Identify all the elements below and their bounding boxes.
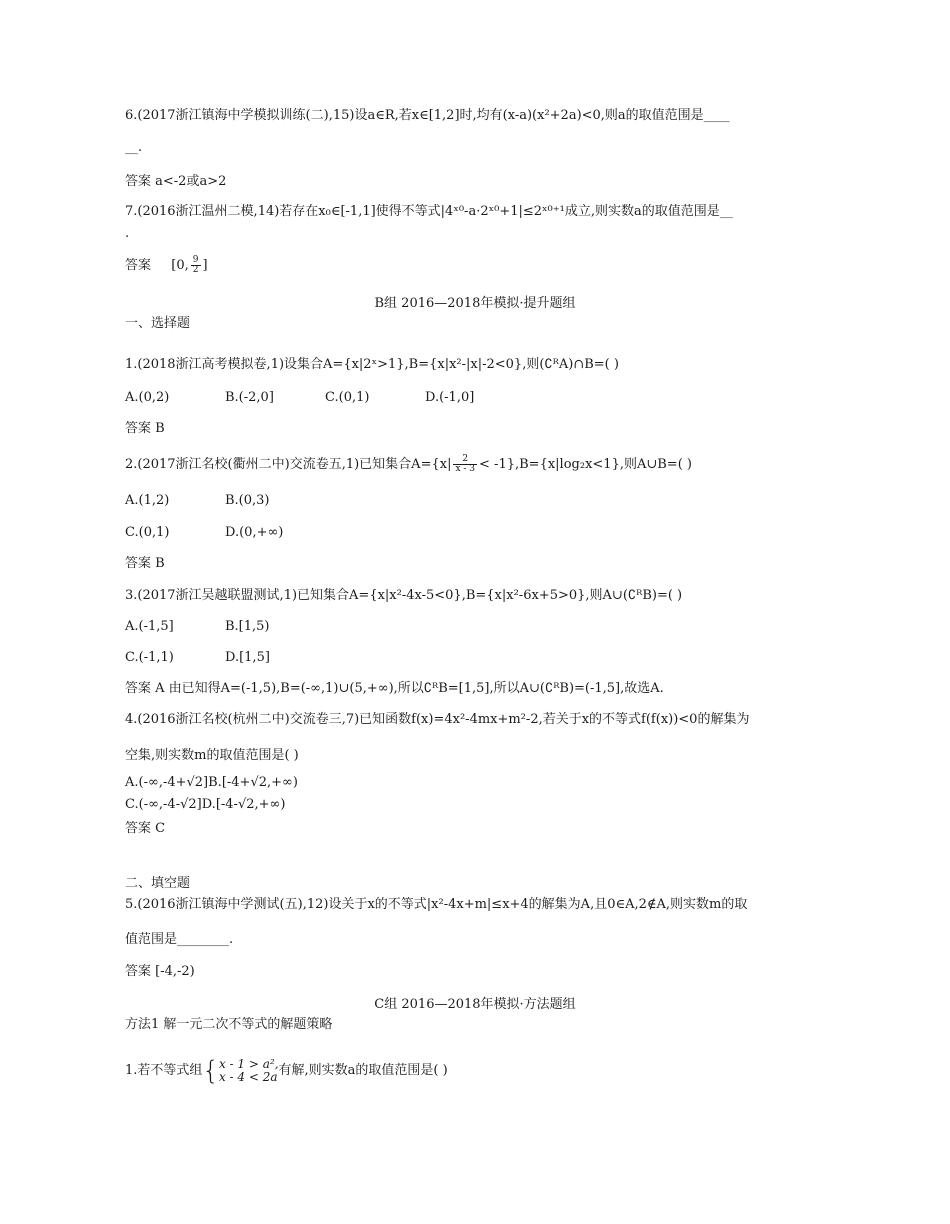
option-c: C.(-1,1) (125, 650, 174, 665)
b4-options-ab: A.(-∞,-4+√2]B.[-4+√2,+∞) (125, 775, 298, 790)
b5-stem-cont: 值范围是________. (125, 932, 234, 947)
group-c-title: C组 2016—2018年模拟·方法题组 (374, 997, 576, 1012)
option-b: B.(-2,0] (225, 390, 274, 405)
b2-fraction: $\frac{2}{x - 3}$ (455, 454, 476, 474)
option-b: B.[1,5) (225, 619, 270, 634)
b3-options-cd (125, 650, 270, 666)
q6-answer: 答案 a<-2或a>2 (125, 174, 227, 189)
b4-options-cd: C.(-∞,-4-√2]D.[-4-√2,+∞) (125, 797, 286, 812)
b3-stem: 3.(2017浙江吴越联盟测试,1)已知集合A={x|x²-4x-5<0},B={x|x²-6x+5>0},则A∪(∁ᴿB)=( ) (125, 588, 683, 603)
option-a: A.(1,2) (125, 493, 170, 508)
answer-close: ] (202, 258, 208, 273)
b3-options-ab (125, 619, 270, 635)
c1-stem: 1.若不等式组{ x - 1 > a², x - 4 < 2a 有解,则实数a的取值范围是( ) (125, 1056, 448, 1086)
answer-fraction: $\frac{9}{2}$ (192, 255, 199, 275)
b4-stem-cont: 空集,则实数m的取值范围是( ) (125, 748, 299, 763)
b3-answer: 答案 A 由已知得A=(-1,5),B=(-∞,1)∪(5,+∞),所以∁ᴿB=[1,5],所以A∪(∁ᴿB)=(-1,5],故选A. (125, 681, 664, 696)
method-title: 方法1 解一元二次不等式的解题策略 (125, 1017, 333, 1032)
q7-answer (125, 256, 208, 275)
b1-options (125, 390, 474, 406)
b2-answer: 答案 B (125, 556, 165, 571)
section-choice: 一、选择题 (125, 316, 191, 331)
inequality-system: x - 1 > a², x - 4 < 2a (218, 1057, 279, 1084)
option-d: D.(-1,0] (425, 390, 475, 405)
option-a: A.(0,2) (125, 390, 170, 405)
q7-stem: 7.(2016浙江温州二模,14)若存在x₀∈[-1,1]使得不等式|4ˣ⁰-a·2ˣ⁰+1|≤2ˣ⁰⁺¹成立,则实数a的取值范围是__ (125, 204, 733, 219)
q7-stem-cont: . (125, 226, 130, 241)
b2-stem: 2.(2017浙江名校(衢州二中)交流卷五,1)已知集合A={x| $\frac{2}{x - 3}$ < -1},B={x|log₂x<1},则A∪B=( ) (125, 454, 692, 474)
group-b-title: B组 2016—2018年模拟·提升题组 (374, 296, 576, 311)
option-a: A.(-1,5] (125, 619, 174, 634)
option-c: C.(0,1) (125, 525, 170, 540)
option-d: D.(0,+∞) (225, 525, 284, 540)
answer-label: 答案 (125, 258, 152, 273)
b5-answer: 答案 [-4,-2) (125, 964, 195, 979)
b4-stem: 4.(2016浙江名校(杭州二中)交流卷三,7)已知函数f(x)=4x²-4mx+m²-2,若关于x的不等式f(f(x))<0的解集为 (125, 712, 750, 727)
answer-open: [0, (171, 258, 189, 273)
b4-answer: 答案 C (125, 821, 166, 836)
q6-stem: 6.(2017浙江镇海中学模拟训练(二),15)设a∈R,若x∈[1,2]时,均有(x-a)(x²+2a)<0,则a的取值范围是____ (125, 108, 730, 123)
option-b: B.(0,3) (225, 493, 270, 508)
b1-stem: 1.(2018浙江高考模拟卷,1)设集合A={x|2ˣ>1},B={x|x²-|x|-2<0},则(∁ᴿA)∩B=( ) (125, 357, 619, 372)
option-d: D.[1,5] (225, 650, 270, 665)
section-fill: 二、填空题 (125, 876, 191, 891)
b2-options-ab (125, 493, 270, 509)
b2-options-cd (125, 525, 283, 541)
q6-stem-cont: __. (125, 140, 143, 155)
b5-stem: 5.(2016浙江镇海中学测试(五),12)设关于x的不等式|x²-4x+m|≤x+4的解集为A,且0∈A,2∉A,则实数m的取 (125, 897, 748, 912)
b1-answer: 答案 B (125, 421, 165, 436)
left-brace-icon: { (202, 1056, 219, 1086)
option-c: C.(0,1) (325, 390, 370, 405)
